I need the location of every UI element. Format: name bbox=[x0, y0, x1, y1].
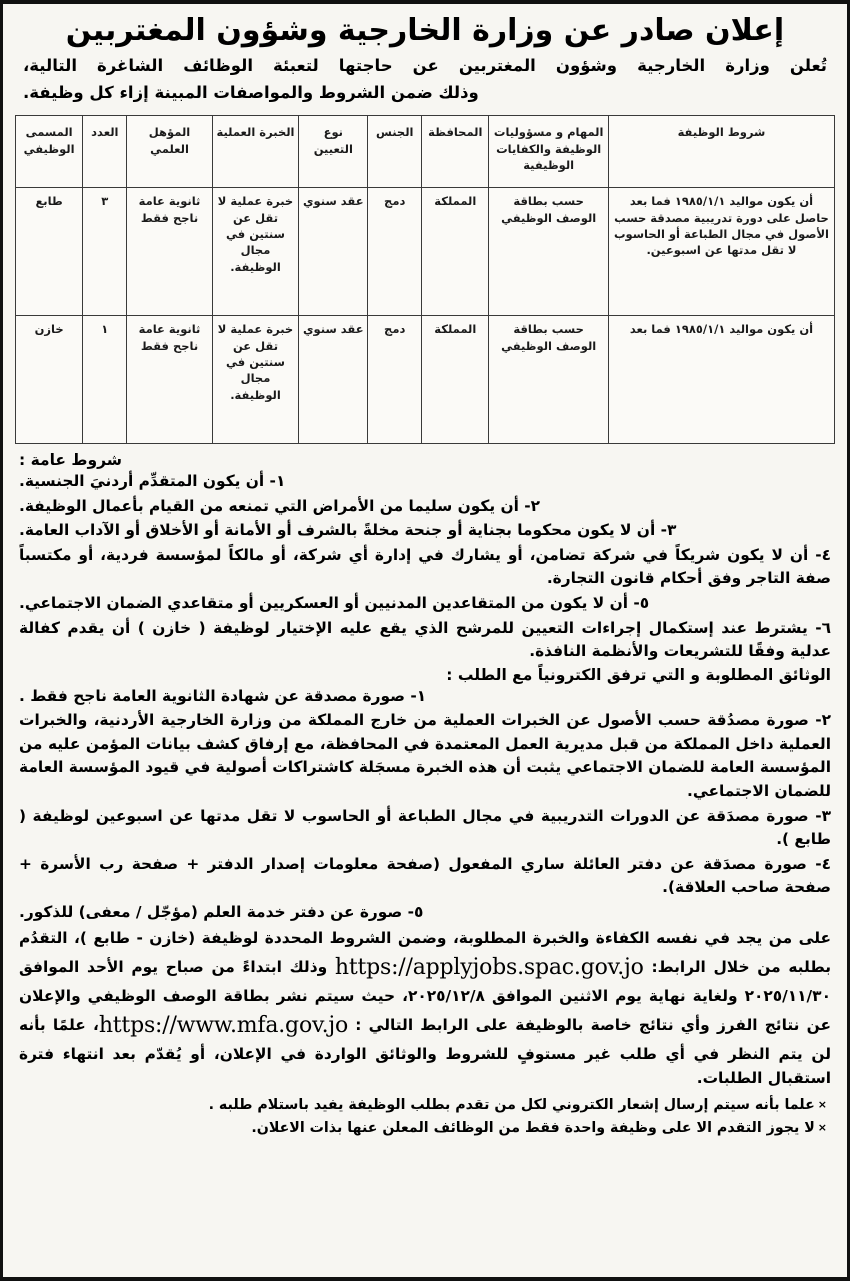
apply-text-part-4: ، حيث سيتم نشر بطاقة الوصف الوظيفي والإعلان عن نتائج الفرز وأي نتائج خاصة بالوظيفة على الرابط التالي : bbox=[19, 987, 831, 1035]
cell-count: ٣ bbox=[83, 188, 127, 316]
condition-item: ٢- أن يكون سليما من الأمراض التي تمنعه من القيام بأعمال الوظيفة. bbox=[19, 496, 541, 515]
general-conditions-section bbox=[15, 451, 835, 664]
document-item: ١- صورة مصدقة عن شهادة الثانوية العامة ناجح فقط . bbox=[19, 686, 427, 705]
apply-text-part-5: ، علمًا بأنه لن يتم النظر في أي طلب غير مستوفٍ للشروط والوثائق الواردة في الإعلان، أو يُقدّم بعد انتهاء فترة استقبال الطلبات. bbox=[19, 1016, 831, 1088]
cell-count: ١ bbox=[83, 316, 127, 444]
page-title: إعلان صادر عن وزارة الخارجية وشؤون المغتربين bbox=[65, 13, 785, 48]
general-conditions-heading: شروط عامة : bbox=[19, 451, 123, 470]
table-row bbox=[16, 316, 835, 444]
cell-requirements: أن يكون مواليد ١٩٨٥/١/١ فما بعد bbox=[608, 316, 834, 444]
required-documents-list bbox=[19, 685, 831, 925]
document-item: ٤- صورة مصدَقة عن دفتر العائلة ساري المفعول (صفحة معلومات إصدار الدفتر + صفحة رب الأسرة + صفحة صاحب العلاقة). bbox=[19, 854, 831, 897]
ministry-website-link[interactable]: https://www.mfa.gov.jo bbox=[98, 1013, 349, 1039]
column-header-title: المسمى الوظيفي bbox=[16, 116, 83, 188]
cell-experience: خبرة عملية لا تقل عن سنتين في مجال الوظيفة. bbox=[212, 316, 299, 444]
cell-qualification: ثانوية عامة ناجح فقط bbox=[127, 188, 212, 316]
column-header-governorate: المحافظة bbox=[422, 116, 489, 188]
footnote-text: علما بأنه سيتم إرسال إشعار الكتروني لكل من تقدم بطلب الوظيفة يفيد باستلام طلبه . bbox=[208, 1097, 815, 1114]
document-item: ٥- صورة عن دفتر خدمة العلم (مؤجّل / معفى) للذكور. bbox=[19, 902, 424, 921]
cell-qualification: ثانوية عامة ناجح فقط bbox=[127, 316, 212, 444]
cell-gender: دمج bbox=[368, 316, 422, 444]
apply-start-date: ٢٠٢٥/١١/٣٠ bbox=[744, 987, 831, 1006]
footnotes-section bbox=[15, 1094, 835, 1139]
footnote-text: لا يجوز التقدم الا على وظيفة واحدة فقط من الوظائف المعلن عنها بذات الاعلان. bbox=[251, 1119, 815, 1136]
apply-text-part-2: وذلك ابتداءً من صباح يوم الأحد الموافق bbox=[19, 958, 328, 977]
apply-end-date: ٢٠٢٥/١٢/٨ bbox=[407, 987, 485, 1006]
cell-appointment-type: عقد سنوي bbox=[299, 188, 368, 316]
condition-item: ١- أن يكون المتقدِّم أردنيَ الجنسية. bbox=[19, 472, 286, 491]
intro-line-2: وذلك ضمن الشروط والمواصفات المبينة إزاء كل وظيفة. bbox=[23, 82, 479, 102]
bullet-icon: × bbox=[817, 1120, 827, 1134]
intro-line-1: تُعلن وزارة الخارجية وشؤون المغتربين عن حاجتها لتعبئة الوظائف الشاغرة التالية، bbox=[23, 55, 827, 75]
cell-duties: حسب بطاقة الوصف الوظيفي bbox=[489, 316, 609, 444]
vacancies-table bbox=[15, 115, 835, 444]
condition-item: ٥- أن لا يكون من المتقاعدين المدنيين أو العسكريين أو متقاعدي الضمان الاجتماعي. bbox=[19, 594, 650, 613]
table-row bbox=[16, 188, 835, 316]
cell-governorate: المملكة bbox=[422, 188, 489, 316]
required-documents-heading: الوثائق المطلوبة و التي ترفق الكترونياً مع الطلب : bbox=[446, 665, 831, 684]
condition-item: ٦- يشترط عند إستكمال إجراءات التعيين للمرشح الذي يقع عليه الإختيار لوظيفة ( خازن ) أن يقدم كفالة عدلية وفقًا للتشريعات والأنظمة النافذة. bbox=[19, 618, 831, 661]
footnote-item bbox=[17, 1094, 829, 1117]
column-header-duties: المهام و مسؤوليات الوظيفة والكفايات الوظيفية bbox=[489, 116, 609, 188]
cell-requirements: أن يكون مواليد ١٩٨٥/١/١ فما بعد حاصل على دورة تدريبية مصدقة حسب الأصول في مجال الطباعة أو الحاسوب لا تقل مدتها عن اسبوعين. bbox=[608, 188, 834, 316]
cell-job-title: خازن bbox=[16, 316, 83, 444]
apply-text-part-3: ولغاية نهاية يوم الاثنين الموافق bbox=[491, 987, 738, 1006]
cell-appointment-type: عقد سنوي bbox=[299, 316, 368, 444]
cell-governorate: المملكة bbox=[422, 316, 489, 444]
apply-paragraph bbox=[19, 927, 831, 1091]
column-header-qualification: المؤهل العلمي bbox=[127, 116, 212, 188]
apply-text-part-1: على من يجد في نفسه الكفاءة والخبرة المطلوبة، وضمن الشروط المحددة لوظيفة (خازن - طابع )، التقدُم بطلبه من خلال الرابط: bbox=[19, 929, 832, 977]
footnote-item bbox=[17, 1117, 829, 1140]
column-header-count: العدد bbox=[83, 116, 127, 188]
cell-job-title: طابع bbox=[16, 188, 83, 316]
document-item: ٢- صورة مصدُقة حسب الأصول عن الخبرات العملية من خارج المملكة من وزارة الخارجية الأردنية، والخبرات العملية داخل المملكة من قبل مديرية العمل المعتمدة في المحافظة، مع إرفاق كشف بيانات المؤمن عليه من المؤسسة العامة للضمان الاجتماعي يثبت أن هذه الخبرة مسجَلة كاشتراكات أصولية في قيود المؤسسة العامة للضمان الاجتماعي. bbox=[19, 711, 831, 800]
general-conditions-list bbox=[19, 470, 831, 664]
column-header-experience: الخبرة العملية bbox=[212, 116, 299, 188]
apply-section bbox=[15, 927, 835, 1091]
intro-paragraph bbox=[15, 51, 835, 106]
cell-duties: حسب بطاقة الوصف الوظيفي bbox=[489, 188, 609, 316]
document-item: ٣- صورة مصدَقة عن الدورات التدريبية في مجال الطباعة أو الحاسوب لا تقل مدتها عن اسبوعين لوظيفة ( طابع ). bbox=[19, 806, 831, 849]
bullet-icon: × bbox=[817, 1098, 827, 1112]
required-documents-section bbox=[15, 666, 835, 925]
condition-item: ٤- أن لا يكون شريكاً في شركة تضامن، أو يشارك في إدارة أي شركة، أو مالكاً لمؤسسة فردية، أو مكتسباً صفة التاجر وفق أحكام قانون التجارة. bbox=[19, 545, 831, 588]
table-header-row bbox=[16, 116, 835, 188]
column-header-appointment-type: نوع التعيين bbox=[299, 116, 368, 188]
footnotes-list bbox=[17, 1094, 829, 1139]
column-header-gender: الجنس bbox=[368, 116, 422, 188]
apply-portal-link[interactable]: https://applyjobs.spac.gov.jo bbox=[334, 955, 644, 981]
cell-gender: دمج bbox=[368, 188, 422, 316]
cell-experience: خبرة عملية لا تقل عن سنتين في مجال الوظيفة. bbox=[212, 188, 299, 316]
condition-item: ٣- أن لا يكون محكوما بجناية أو جنحة مخلةً بالشرف أو الأمانة أو الأخلاق أو الآداب العامة. bbox=[19, 521, 677, 540]
column-header-requirements: شروط الوظيفة bbox=[608, 116, 834, 188]
